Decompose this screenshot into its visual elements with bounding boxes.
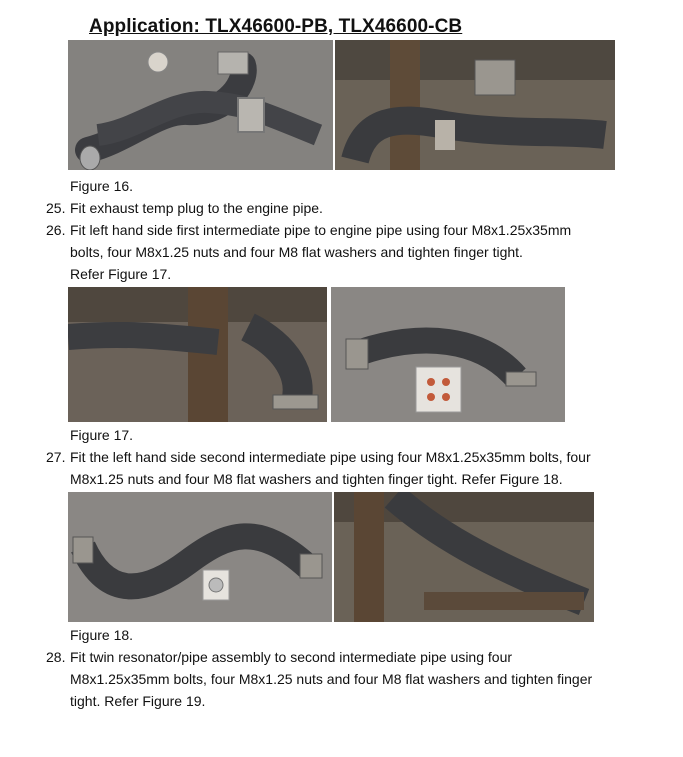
figure-17-photo-pipe-and-parts [331,287,565,422]
page-title: Application: TLX46600-PB, TLX46600-CB [89,16,463,37]
step-27-text-line2: M8x1.25 nuts and four M8 flat washers and tighten finger tight. Refer Figure 18. [70,471,563,487]
step-27-text-line1: Fit the left hand side second intermediate pipe using four M8x1.25x35mm bolts, four [70,449,591,465]
step-28-number: 28. [46,649,66,665]
step-25-number: 25. [46,200,66,216]
step-26-text-line1: Fit left hand side first intermediate pipe to engine pipe using four M8x1.25x35mm [70,222,572,238]
step-27-number: 27. [46,449,66,465]
step-26-number: 26. [46,222,66,238]
figure-16-photo-installed [335,40,615,170]
figure-18-photo-installed [334,492,594,622]
step-28-text-line2: M8x1.25x35mm bolts, four M8x1.25 nuts and four M8 flat washers and tighten finger [70,671,593,687]
figure-16-caption: Figure 16. [70,178,134,194]
step-28-text-line3: tight. Refer Figure 19. [70,693,206,709]
step-26-text-line2: bolts, four M8x1.25 nuts and four M8 flat washers and tighten finger tight. [70,244,523,260]
step-25-text: Fit exhaust temp plug to the engine pipe. [70,200,323,216]
step-26-text-line3: Refer Figure 17. [70,266,172,282]
figure-17-caption: Figure 17. [70,427,134,443]
figure-18-photo-pipe [68,492,332,622]
figure-17-photo-installed [68,287,327,422]
step-28-text-line1: Fit twin resonator/pipe assembly to second intermediate pipe using four [70,649,513,665]
figure-16-photo-pipe-assembly [68,40,333,170]
figure-18-caption: Figure 18. [70,627,134,643]
